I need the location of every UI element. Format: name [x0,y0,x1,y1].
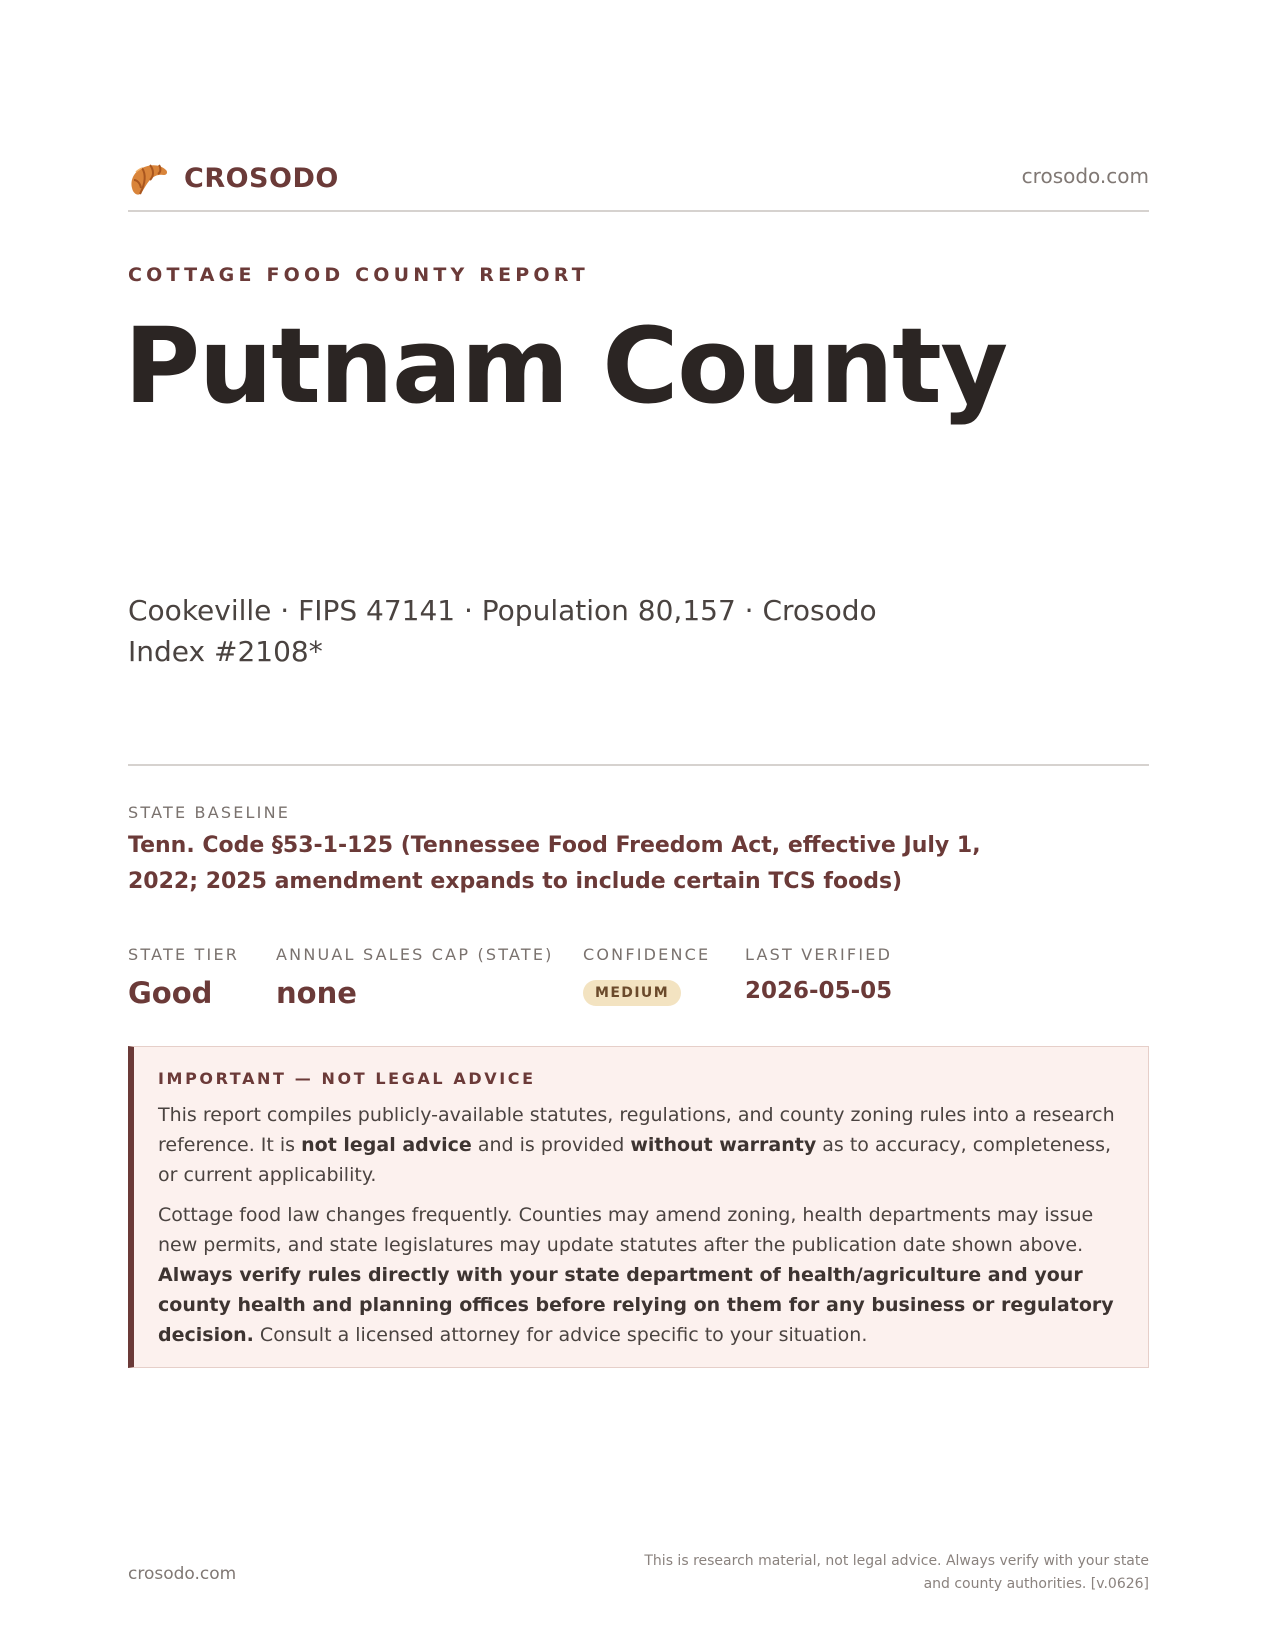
baseline-label: STATE BASELINE [128,803,291,822]
footer-disclaimer: This is research material, not legal advice. Always verify with your state and county authorities. [v.0626] [644,1553,1149,1592]
croissant-icon [128,158,170,198]
stat-value: 2026-05-05 [745,978,893,1004]
page-title: Putnam County [124,305,1007,427]
legal-notice [128,1046,1149,1368]
stat-label: LAST VERIFIED [745,945,893,964]
stat-label: ANNUAL SALES CAP (STATE) [276,945,554,964]
notice-paragraph-1: This report compiles publicly-available statutes, regulations, and county zoning rules into a research reference. It is not legal advice and is provided without warranty as to accuracy, completeness, or current applicability. [158,1104,1115,1186]
confidence-badge: MEDIUM [583,980,681,1006]
stat-value: none [276,976,357,1010]
stat-state-tier [128,945,239,1010]
page-header [128,158,1149,212]
notice-title: IMPORTANT — NOT LEGAL ADVICE [158,1069,536,1088]
brand[interactable] [128,158,339,198]
stat-confidence [583,945,710,1006]
report-eyebrow: COTTAGE FOOD COUNTY REPORT [128,264,589,286]
stat-value: Good [128,976,213,1010]
report-subtitle: Cookeville · FIPS 47141 · Population 80,157 · Crosodo Index #2108* [128,594,877,668]
stat-sales-cap [276,945,554,1010]
footer-url[interactable]: crosodo.com [128,1564,237,1584]
notice-paragraph-2: Cottage food law changes frequently. Counties may amend zoning, health departments may issue new permits, and state legislatures may update statutes after the publication date shown above. Always verify rules directly with your state department of health/agriculture and your county health and planning offices before relying on them for any business or regulatory decision. Consult a licensed attorney for advice specific to your situation. [158,1204,1114,1346]
report-page [124,0,1149,1650]
header-url[interactable]: crosodo.com [1021,164,1149,188]
stat-label: CONFIDENCE [583,945,711,964]
section-divider [128,764,1149,766]
stat-label: STATE TIER [128,945,240,964]
stat-last-verified [745,945,892,1004]
brand-name: CROSODO [184,162,339,194]
baseline-text: Tenn. Code §53-1-125 (Tennessee Food Freedom Act, effective July 1, 2022; 2025 amendment expands to include certain TCS foods) [128,833,981,894]
